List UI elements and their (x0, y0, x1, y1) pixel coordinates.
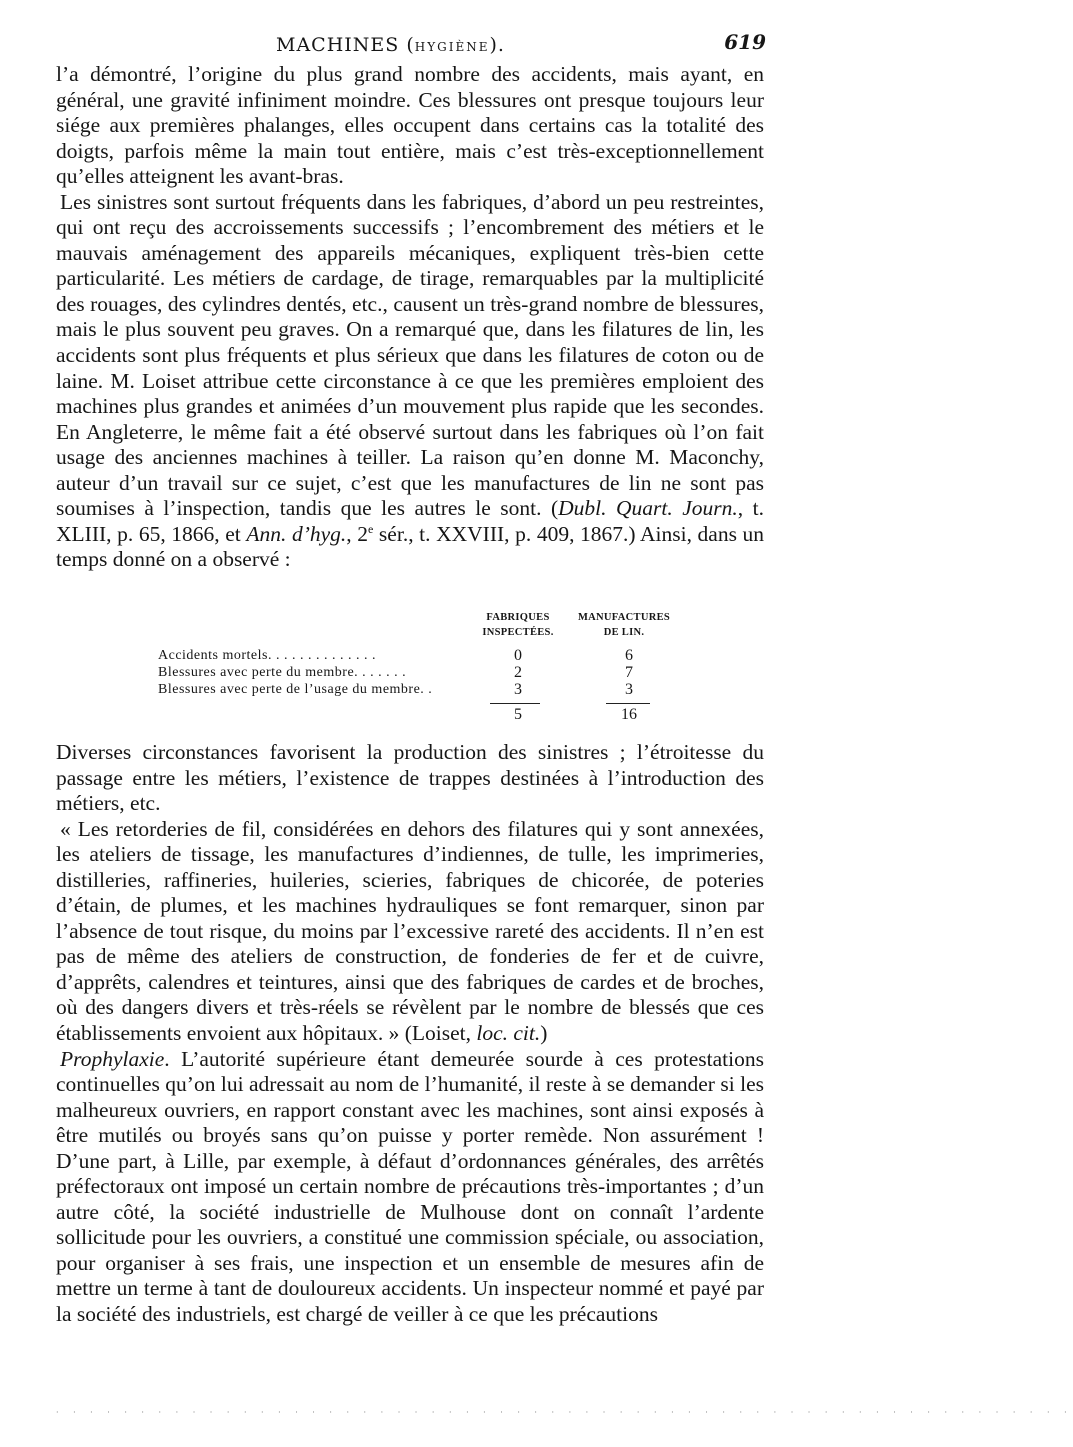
sum-rule-inspected (490, 703, 540, 704)
citation-superscript: e (368, 521, 374, 536)
page-header (56, 28, 776, 62)
table-row (158, 665, 678, 681)
row-label: Blessures avec perte de l’usage du membre. . (158, 682, 433, 697)
citation-part2: , 2 (346, 521, 369, 546)
citation-part1: , t. XLIII, p. 65, 1866, et (56, 496, 764, 546)
paragraph-quotation (56, 817, 764, 1047)
text-block-bottom (56, 740, 764, 1328)
running-head-sub: HYGIÈNE (414, 40, 490, 54)
row-label: Accidents mortels. . . . . . . . . . . . . . (158, 648, 376, 663)
loiset-reference: loc. cit. (476, 1021, 541, 1046)
citation-journal: Dubl. Quart. Journ. (558, 496, 738, 521)
text-block-top (56, 62, 764, 573)
running-head (276, 34, 505, 56)
paragraph-prophylaxie (56, 1047, 764, 1328)
column-header-linen-line1: MANUFACTURES (577, 612, 671, 623)
total-inspected: 5 (514, 706, 522, 723)
column-header-linen-line2: DE LIN. (603, 627, 645, 638)
row-value-linen: 7 (625, 664, 633, 681)
page-number: 619 (724, 30, 766, 54)
row-value-inspected: 3 (514, 681, 522, 698)
row-value-linen: 3 (625, 681, 633, 698)
sum-rule-linen (606, 703, 650, 704)
citation-annales: Ann. d’hyg. (246, 521, 347, 546)
row-value-linen: 6 (625, 647, 633, 664)
table-row (158, 682, 678, 698)
row-value-inspected: 0 (514, 647, 522, 664)
total-linen: 16 (621, 706, 637, 723)
prophylaxie-text: . L’autorité supérieure étant demeurée sourde à ces protestations continuelles qu’on lui adressait au nom de l’humanité, il reste à se demander si les malheureux ouvriers, en rapport constant avec les machines, sont ainsi exposés à être mutilés ou broyés sans qu’on puisse y porter remède. Non assurément ! D’une part, à Lille, par exemple, à défaut d’ordonnances générales, des arrêtés préfectoraux ont imposé un certain nombre de précautions très-importantes ; d’un autre côté, la société industrielle de Mulhouse dont on connaît l’ardente sollicitude pour les ouvriers, a constitué une commission spéciale, ou association, pour organiser à ses frais, une inspection et un ensemble de mesures afin de mettre un terme à tant de douloureux accidents. Un inspecteur nommé et payé par la société des industriels, est chargé de veiller à ce que les précautions (56, 1046, 764, 1327)
prophylaxie-heading: Prophylaxie (60, 1046, 165, 1071)
column-header-inspected (476, 610, 560, 640)
table-row (158, 648, 678, 664)
accident-statistics-table (158, 608, 678, 733)
paragraph-quotation-text: « Les retorderies de fil, considérées en dehors des filatures qui y sont annexées, les ateliers de tissage, les manufactures d’indiennes, de tulle, les imprimeries, distilleries, raffineries, huileries, scieries, fabriques de chicorée, de poteries d’étain, de plumes, et les machines hydrauliques se font remarquer, sinon par l’absence de tout risque, du moins par l’excessive rareté des accidents. Il n’en est pas de même des ateliers de construction, de fonderies de fer et de cuivre, d’apprêts, calendres et teintures, ainsi que des fabriques de cardes et de broches, où des dangers divers et très-réels se révèlent par le nombre de blessés que ces établissements envoient aux hôpitaux. » (Loiset, (56, 816, 764, 1046)
column-header-inspected-line1: FABRIQUES (486, 612, 550, 623)
row-value-inspected: 2 (514, 664, 522, 681)
row-label: Blessures avec perte du membre. . . . . . . (158, 665, 407, 680)
running-head-main: MACHINES ( (276, 34, 415, 56)
column-header-linen (572, 610, 676, 640)
paragraph-continuation: l’a démontré, l’origine du plus grand nombre des accidents, mais ayant, en général, une gravité infiniment moindre. Ces blessures ont presque toujours leur siége aux premières phalanges, elles occupent dans certains cas la totalité des doigts, parfois même la main tout entière, mais c’est très-exceptionnellement qu’elles atteignent les avant-bras. (56, 62, 764, 189)
paragraph-sinistres (56, 190, 764, 573)
citation-part3: sér., t. XXVIII, p. 409, 1867.) Ainsi, dans un temps donné on a observé : (56, 521, 765, 572)
loiset-close: ) (540, 1021, 548, 1046)
paragraph-circonstances: Diverses circonstances favorisent la production des sinistres ; l’étroitesse du passage entre les métiers, l’existence de trappes destinées à l’introduction des métiers, etc. (56, 740, 764, 816)
bottom-artifacts: · · · · · · · · · · · · · · · · · · · · · · · · · · · · · · · · · · · · · · · · · · · · · · · · · · · · · · · · · · · · (56, 1408, 1073, 1417)
running-head-close: ). (489, 34, 505, 56)
column-header-inspected-line2: INSPECTÉES. (482, 627, 554, 638)
paragraph-sinistres-text: Les sinistres sont surtout fréquents dans les fabriques, d’abord un peu restreintes, qui ont reçu des accroissements successifs ; l’encombrement des métiers et le mauvais aménagement des appareils mécaniques, expliquent très-bien cette particularité. Les métiers de cardage, de tirage, remarquables par la multiplicité des rouages, des cylindres dentés, etc., causent un très-grand nombre de blessures, mais le plus souvent peu graves. On a remarqué que, dans les filatures de lin, les accidents sont plus fréquents et plus sérieux que dans les filatures de coton ou de laine. M. Loiset attribue cette circonstance à ce que les premières emploient des machines plus grandes et animées d’un mouvement plus rapide que les secondes. En Angleterre, le même fait a été observé surtout dans les fabriques où l’on fait usage des anciennes machines à teiller. La raison qu’en donne M. Maconchy, auteur d’un travail sur ce sujet, c’est que les manufactures de lin ne sont pas soumises à l’inspection, tandis que les autres le sont. ( (56, 189, 764, 521)
